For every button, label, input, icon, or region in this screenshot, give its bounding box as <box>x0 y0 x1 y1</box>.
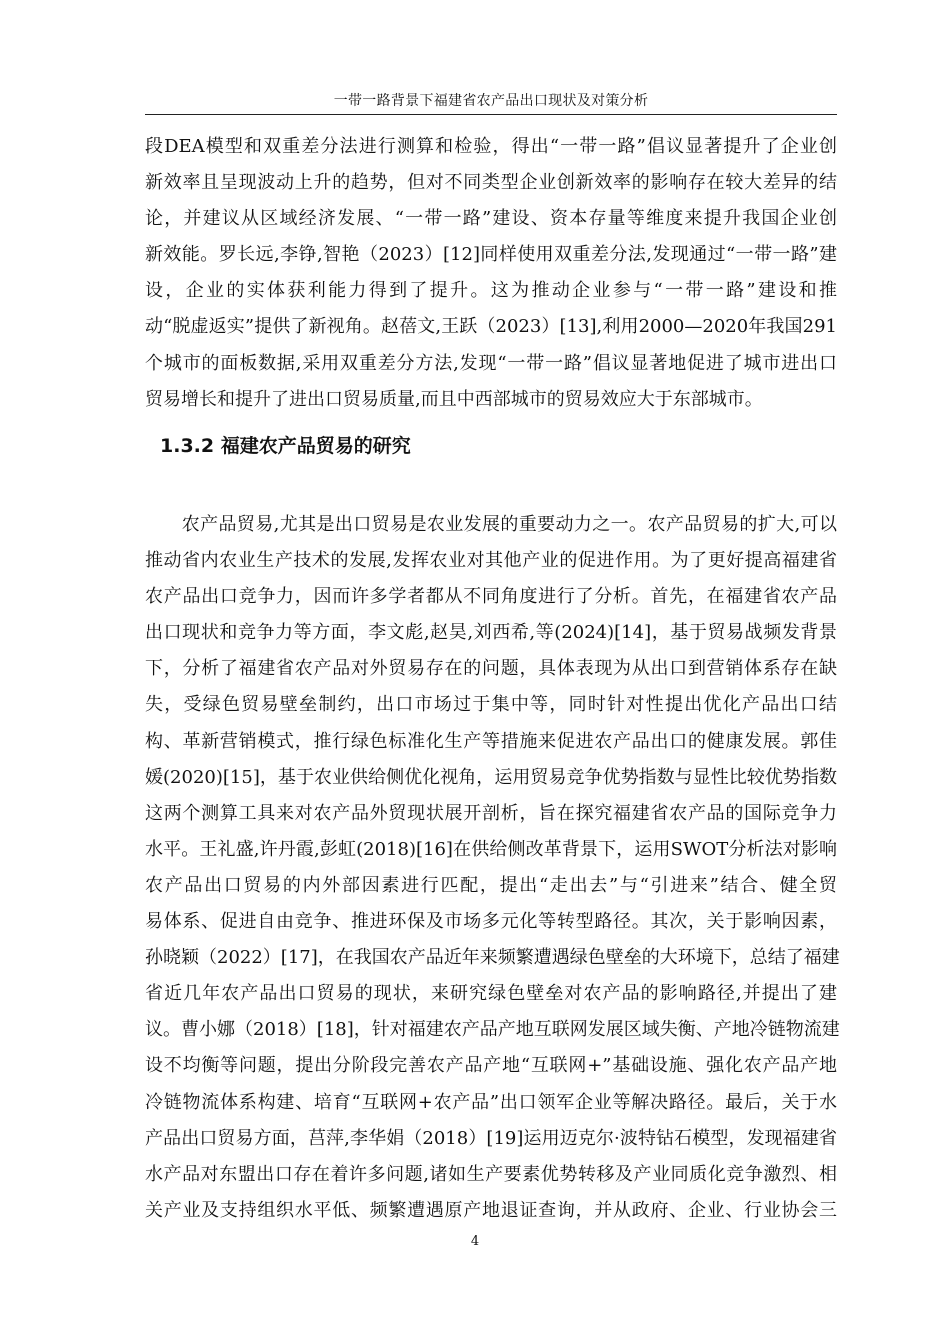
text-line: 农产品出口贸易的内外部因素进行匹配，提出“走出去”与“引进来”结合、健全贸 <box>145 874 837 896</box>
header-divider <box>145 114 837 115</box>
text-line: 个城市的面板数据,采用双重差分方法,发现“一带一路”倡议显著地促进了城市进出口 <box>145 352 837 374</box>
text-line: 议。曹小娜（2018）[18]，针对福建农产品产地互联网发展区域失衡、产地冷链物流建 <box>145 1019 840 1041</box>
text-line: 贸易增长和提升了进出口贸易质量,而且中西部城市的贸易效应大于东部城市。 <box>145 388 763 410</box>
text-line: 农产品出口竞争力，因而许多学者都从不同角度进行了分析。首先，在福建省农产品 <box>145 586 837 608</box>
text-line: 省近几年农产品出口贸易的现状，来研究绿色壁垒对农产品的影响路径,并提出了建 <box>145 983 837 1005</box>
section-heading: 1.3.2 福建农产品贸易的研究 <box>160 435 411 457</box>
text-line: 出口现状和竞争力等方面，李文彪,赵昊,刘西希,等(2024)[14]，基于贸易战频发背景 <box>145 622 837 644</box>
text-line: 冷链物流体系构建、培育“互联网+农产品”出口领军企业等解决路径。最后，关于水 <box>145 1091 837 1113</box>
text-line: 产品出口贸易方面，莒萍,李华娟（2018）[19]运用迈克尔·波特钻石模型，发现福建省 <box>145 1127 837 1149</box>
text-line: 动“脱虚返实”提供了新视角。赵蓓文,王跃（2023）[13],利用2000—2020年我国291 <box>145 316 837 338</box>
text-line: 新效率且呈现波动上升的趋势，但对不同类型企业创新效率的影响存在较大差异的结 <box>145 172 837 194</box>
page-number: 4 <box>470 1234 480 1249</box>
text-line: 水平。王礼盛,许丹霞,彭虹(2018)[16]在供给侧改革背景下，运用SWOT分析法对影响 <box>145 838 837 860</box>
text-line: 设，企业的实体获利能力得到了提升。这为推动企业参与“一带一路”建设和推 <box>145 280 837 302</box>
text-line: 水产品对东盟出口存在着许多问题,诸如生产要素优势转移及产业同质化竞争激烈、相 <box>145 1163 837 1185</box>
running-header: 一带一路背景下福建省农产品出口现状及对策分析 <box>333 93 649 109</box>
text-line: 段DEA模型和双重差分法进行测算和检验，得出“一带一路”倡议显著提升了企业创 <box>145 136 837 157</box>
text-line: 孙晓颖（2022）[17]，在我国农产品近年来频繁遭遇绿色壁垒的大环境下，总结了福建 <box>145 947 840 969</box>
text-line: 失，受绿色贸易壁垒制约，出口市场过于集中等，同时针对性提出优化产品出口结 <box>145 694 837 716</box>
text-line: 易体系、促进自由竞争、推进环保及市场多元化等转型路径。其次，关于影响因素， <box>145 911 837 933</box>
text-line: 这两个测算工具来对农产品外贸现状展开剖析，旨在探究福建省农产品的国际竞争力 <box>145 802 837 824</box>
text-line: 媛(2020)[15]，基于农业供给侧优化视角，运用贸易竞争优势指数与显性比较优势指数 <box>145 766 837 788</box>
text-line: 设不均衡等问题，提出分阶段完善农产品产地“互联网+”基础设施、强化农产品产地 <box>145 1055 837 1077</box>
paragraph-two <box>145 507 840 1229</box>
text-line: 推动省内农业生产技术的发展,发挥农业对其他产业的促进作用。为了更好提高福建省 <box>145 550 837 572</box>
text-line: 下，分析了福建省农产品对外贸易存在的问题，具体表现为从出口到营销体系存在缺 <box>145 658 837 680</box>
paragraph-one <box>145 129 837 418</box>
text-line: 关产业及支持组织水平低、频繁遭遇原产地退证查询，并从政府、企业、行业协会三 <box>145 1199 837 1221</box>
text-line: 论，并建议从区域经济发展、“一带一路”建设、资本存量等维度来提升我国企业创 <box>145 208 837 230</box>
text-line: 构、革新营销模式，推行绿色标准化生产等措施来促进农产品出口的健康发展。郭佳 <box>145 730 837 752</box>
text-line: 农产品贸易,尤其是出口贸易是农业发展的重要动力之一。农产品贸易的扩大,可以 <box>145 514 837 535</box>
text-line: 新效能。罗长远,李铮,智艳（2023）[12]同样使用双重差分法,发现通过“一带一路”建 <box>145 244 837 266</box>
